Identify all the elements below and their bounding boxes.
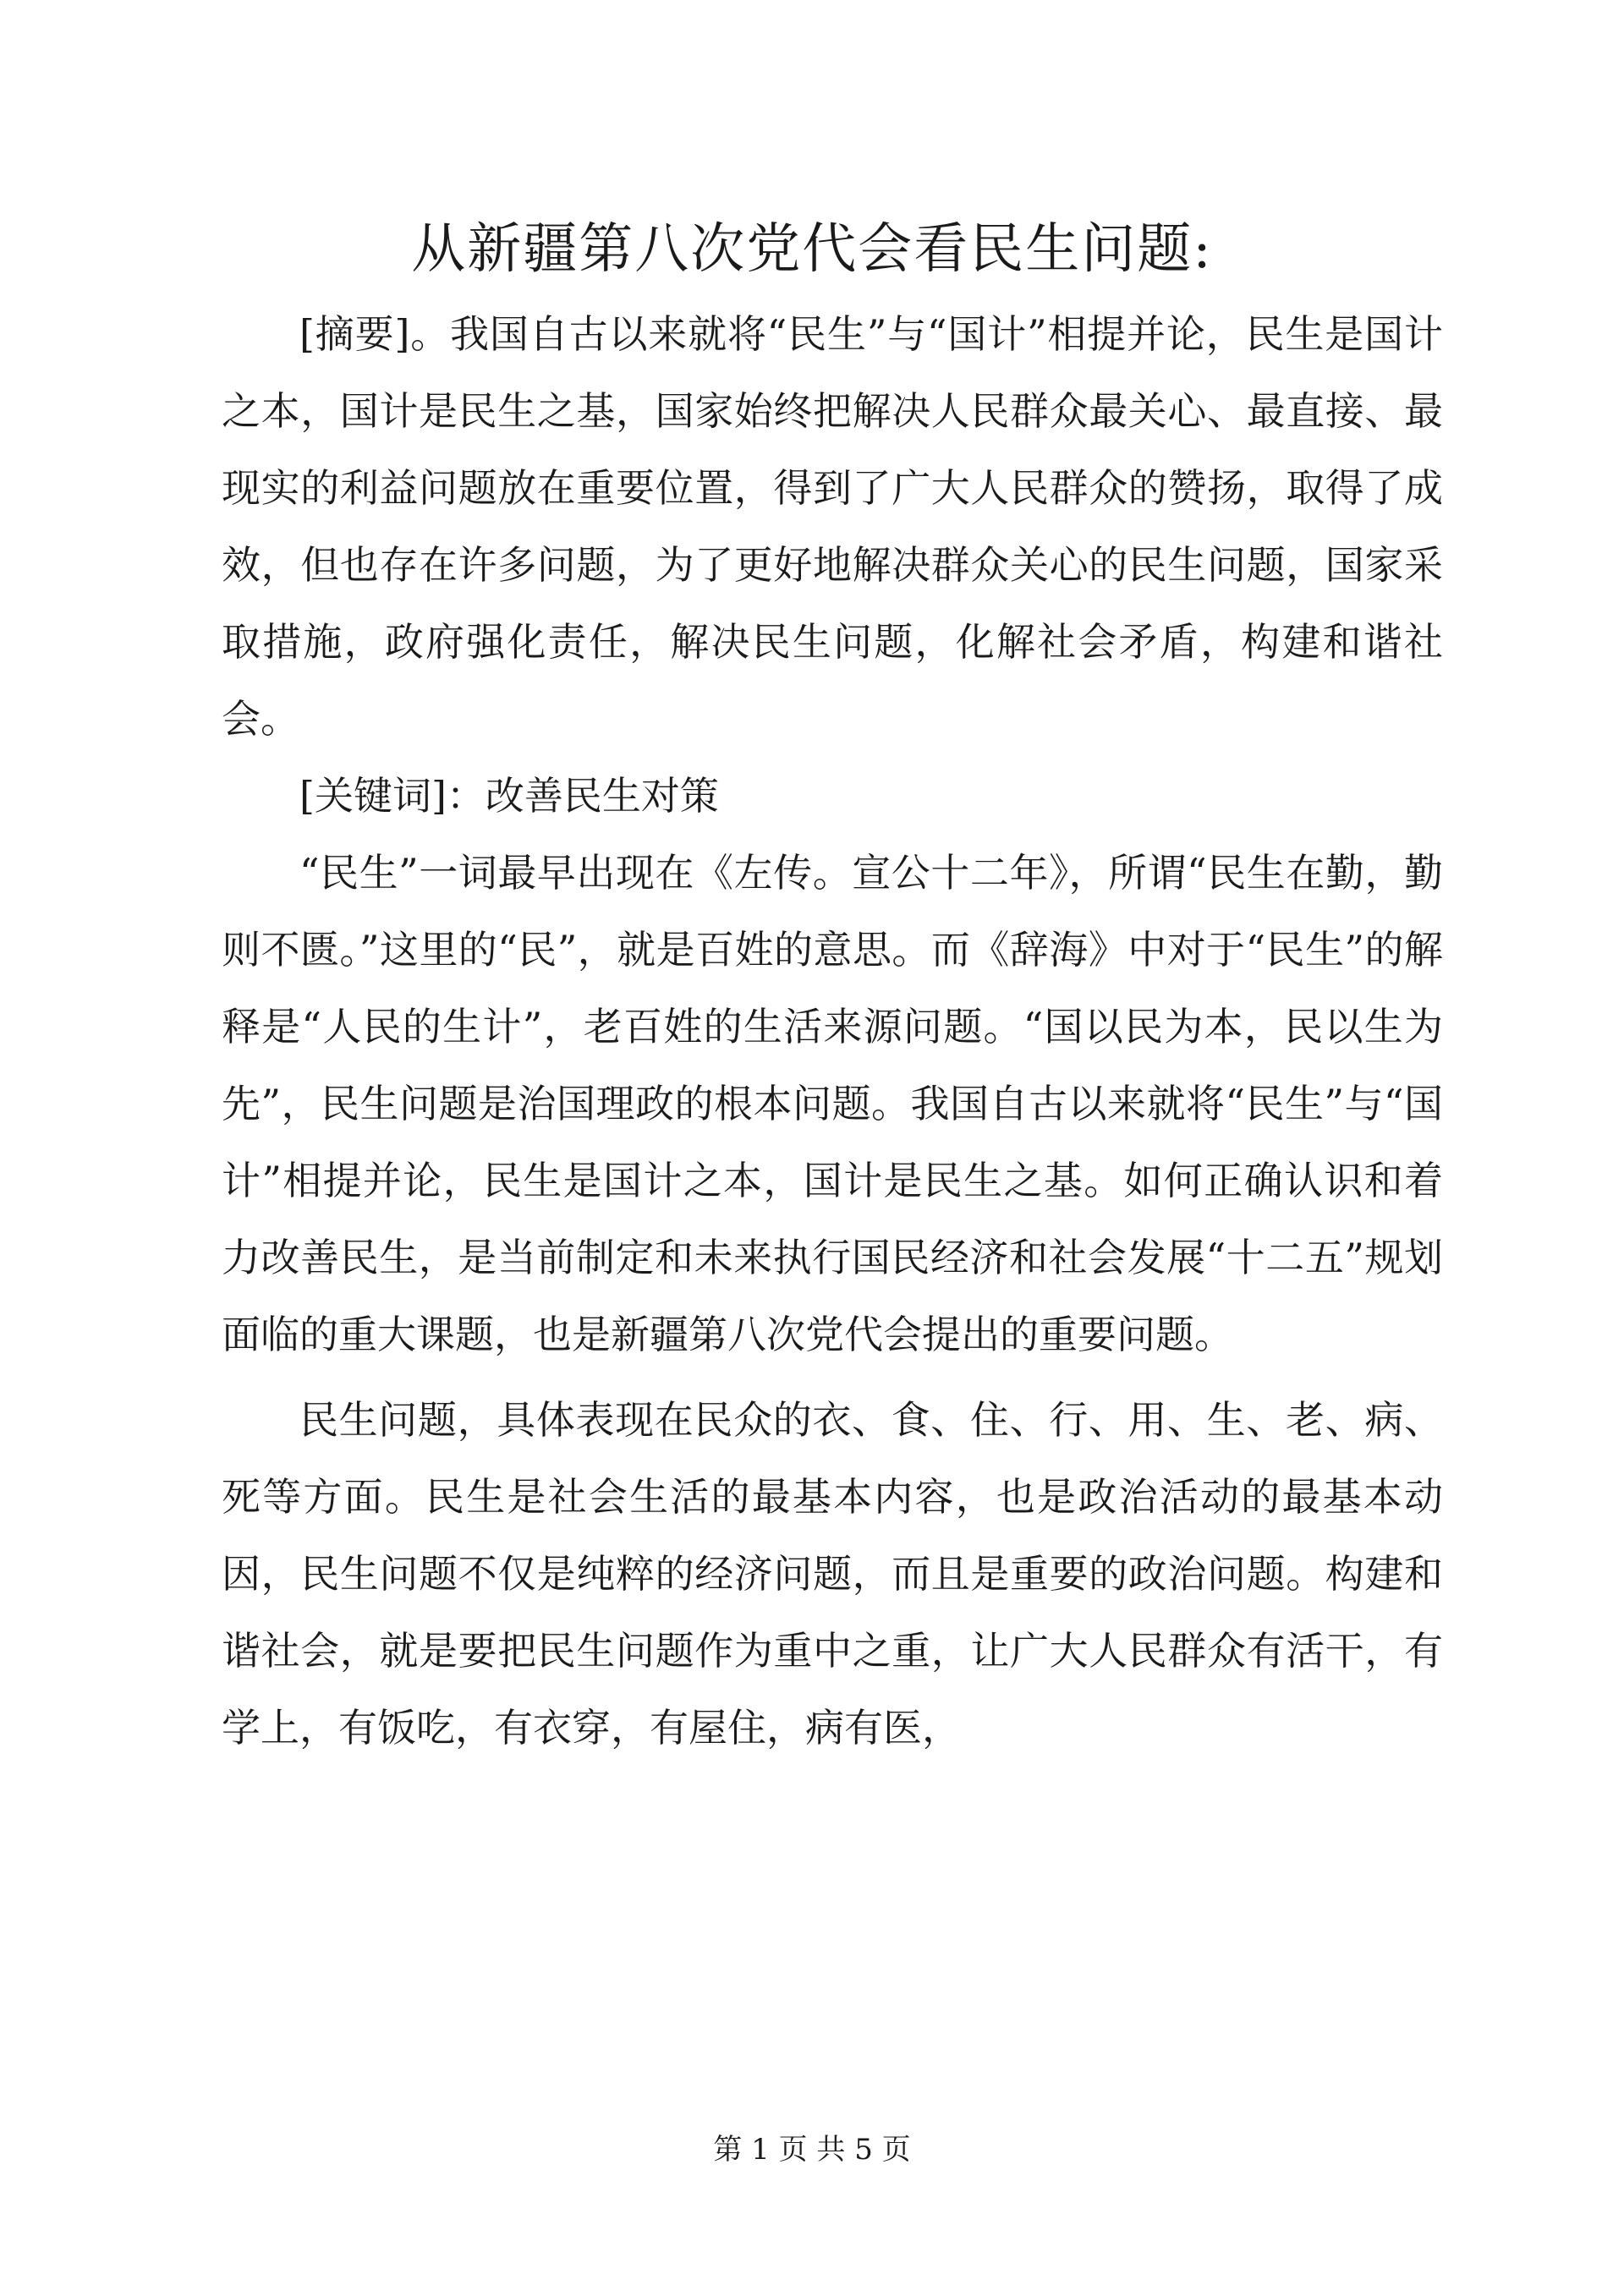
body-paragraph: 民生问题，具体表现在民众的衣、食、住、行、用、生、老、病、死等方面。民生是社会生活的最基本内容，也是政治活动的最基本动因，民生问题不仅是纯粹的经济问题，而且是重要的政治问题。构建和谐社会，就是要把民生问题作为重中之重，让广大人民群众有活干，有学上，有饭吃，有衣穿，有屋住，病有医，: [222, 1397, 1443, 1751]
keywords-paragraph: [关键词]：改善民生对策: [299, 773, 719, 819]
abstract-paragraph: [摘要]。我国自古以来就将“民生”与“国计”相提并论，民生是国计之本，国计是民生之基，国家始终把解决人民群众最关心、最直接、最现实的利益问题放在重要位置，得到了广大人民群众的赞扬，取得了成效，但也存在许多问题，为了更好地解决群众关心的民生问题，国家采取措施，政府强化责任，解决民生问题，化解社会矛盾，构建和谐社会。: [222, 311, 1443, 742]
document-body: [222, 296, 1443, 1767]
body-paragraph: “民生”一词最早出现在《左传。宣公十二年》，所谓“民生在勤，勤则不匮。”这里的“民”，就是百姓的意思。而《辞海》中对于“民生”的解释是“人民的生计”，老百姓的生活来源问题。“国以民为本，民以生为先”，民生问题是治国理政的根本问题。我国自古以来就将“民生”与“国计”相提并论，民生是国计之本，国计是民生之基。如何正确认识和着力改善民生，是当前制定和未来执行国民经济和社会发展“十二五”规划面临的重大课题，也是新疆第八次党代会提出的重要问题。: [222, 850, 1443, 1357]
document-title: 从新疆第八次党代会看民生问题:: [411, 218, 1213, 281]
page-number-footer: 第 1 页 共 5 页: [713, 2133, 911, 2167]
